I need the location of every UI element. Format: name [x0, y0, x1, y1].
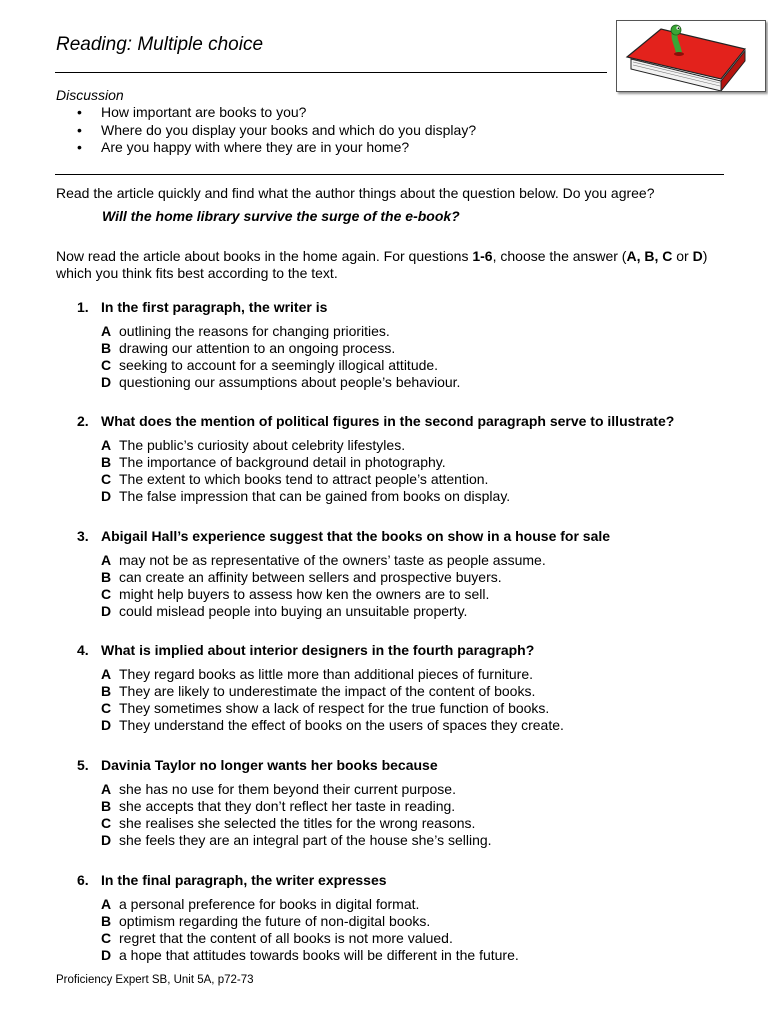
question-number: 2.: [77, 413, 89, 429]
option-a[interactable]: [101, 552, 737, 569]
option-letter: D: [101, 374, 112, 390]
option-letter: B: [101, 913, 112, 929]
question-number: 3.: [77, 528, 89, 544]
question-2: [77, 413, 737, 505]
option-b[interactable]: [101, 913, 737, 930]
option-letter: D: [101, 717, 112, 733]
option-text: The public’s curiosity about celebrity lifestyles.: [119, 437, 406, 453]
question-stem: [77, 872, 737, 889]
option-c[interactable]: [101, 930, 737, 947]
option-letter: B: [101, 340, 112, 356]
option-a[interactable]: [101, 437, 737, 454]
option-b[interactable]: [101, 683, 737, 700]
discussion-label: Discussion: [56, 87, 124, 103]
option-text: They understand the effect of books on the users of spaces they create.: [119, 717, 564, 733]
option-text: questioning our assumptions about people’s behaviour.: [119, 374, 461, 390]
instructions-letter-d: D: [692, 248, 703, 264]
question-text: In the final paragraph, the writer expresses: [101, 872, 387, 888]
option-letter: B: [101, 798, 112, 814]
question-1: [77, 299, 737, 391]
option-d[interactable]: [101, 717, 737, 734]
question-stem: [77, 413, 737, 430]
option-text: a personal preference for books in digital format.: [119, 896, 420, 912]
discussion-rule: [55, 174, 724, 175]
title-rule: [55, 72, 607, 73]
option-text: she has no use for them beyond their current purpose.: [119, 781, 456, 797]
option-d[interactable]: [101, 488, 737, 505]
option-letter: A: [101, 323, 112, 339]
option-c[interactable]: [101, 815, 737, 832]
option-letter: D: [101, 488, 112, 504]
option-letter: A: [101, 666, 112, 682]
instructions-text: Now read the article about books in the home again. For questions: [56, 248, 473, 264]
option-letter: A: [101, 781, 112, 797]
option-a[interactable]: [101, 781, 737, 798]
option-text: may not be as representative of the owners’ taste as people assume.: [119, 552, 546, 568]
option-letter: A: [101, 437, 112, 453]
bullet-text: Where do you display your books and which do you display?: [101, 121, 477, 138]
instructions-text: ) which you think fits best according to the text.: [56, 248, 708, 281]
option-text: The false impression that can be gained from books on display.: [119, 488, 511, 504]
option-letter: C: [101, 357, 112, 373]
option-text: can create an affinity between sellers and prospective buyers.: [119, 569, 502, 585]
option-text: could mislead people into buying an unsuitable property.: [119, 603, 468, 619]
question-text: What does the mention of political figures in the second paragraph serve to illustrate?: [101, 413, 675, 429]
intro-text: Read the article quickly and find what the author things about the question below. Do you agree?: [56, 185, 655, 201]
intro-question: Will the home library survive the surge of the e-book?: [102, 208, 460, 224]
question-5: [77, 757, 737, 849]
option-text: she feels they are an integral part of the house she’s selling.: [119, 832, 492, 848]
question-6: [77, 872, 737, 964]
question-text: Davinia Taylor no longer wants her books because: [101, 757, 438, 773]
instructions-text: or: [672, 248, 693, 264]
option-list: [77, 896, 737, 964]
option-text: drawing our attention to an ongoing process.: [119, 340, 396, 356]
option-b[interactable]: [101, 569, 737, 586]
list-item: [75, 104, 476, 122]
option-letter: C: [101, 471, 112, 487]
option-d[interactable]: [101, 603, 737, 620]
question-3: [77, 528, 737, 620]
option-text: seeking to account for a seemingly illogical attitude.: [119, 357, 439, 373]
question-stem: [77, 642, 737, 659]
bullet-icon: •: [77, 121, 82, 138]
footer-source: Proficiency Expert SB, Unit 5A, p72-73: [56, 974, 254, 986]
option-list: [77, 323, 737, 391]
option-letter: B: [101, 454, 112, 470]
option-b[interactable]: [101, 798, 737, 815]
question-stem: [77, 528, 737, 545]
option-d[interactable]: [101, 947, 737, 964]
option-letter: D: [101, 832, 112, 848]
option-list: [77, 437, 737, 505]
option-letter: A: [101, 552, 112, 568]
option-text: she accepts that they don’t reflect her taste in reading.: [119, 798, 456, 814]
question-number: 4.: [77, 642, 89, 658]
question-text: What is implied about interior designers in the fourth paragraph?: [101, 642, 535, 658]
option-text: might help buyers to assess how ken the owners are to sell.: [119, 586, 490, 602]
option-text: The extent to which books tend to attract people’s attention.: [119, 471, 489, 487]
bullet-text: How important are books to you?: [101, 104, 307, 120]
discussion-list: [75, 104, 476, 157]
option-c[interactable]: [101, 586, 737, 603]
option-text: optimism regarding the future of non-digital books.: [119, 913, 431, 929]
instructions: [56, 248, 726, 282]
option-list: [77, 781, 737, 849]
page-title: Reading: Multiple choice: [56, 34, 264, 55]
question-stem: [77, 757, 737, 774]
instructions-letters: A, B, C: [626, 248, 673, 264]
option-d[interactable]: [101, 832, 737, 849]
option-a[interactable]: [101, 323, 737, 340]
option-letter: D: [101, 603, 112, 619]
question-text: Abigail Hall’s experience suggest that the books on show in a house for sale: [101, 528, 611, 544]
option-c[interactable]: [101, 700, 737, 717]
question-stem: [77, 299, 737, 316]
option-text: she realises she selected the titles for the wrong reasons.: [119, 815, 476, 831]
option-list: [77, 552, 737, 620]
question-number: 6.: [77, 872, 89, 888]
list-item: [75, 122, 476, 140]
option-text: They sometimes show a lack of respect for the true function of books.: [119, 700, 550, 716]
question-number: 5.: [77, 757, 89, 773]
option-letter: C: [101, 930, 112, 946]
option-d[interactable]: [101, 374, 737, 391]
option-c[interactable]: [101, 471, 737, 488]
option-letter: C: [101, 815, 112, 831]
option-b[interactable]: [101, 340, 737, 357]
bullet-icon: •: [77, 139, 82, 155]
option-list: [77, 666, 737, 734]
option-c[interactable]: [101, 357, 737, 374]
question-number: 1.: [77, 299, 89, 315]
option-letter: C: [101, 700, 112, 716]
question-4: [77, 642, 737, 734]
instructions-text: , choose the answer (: [492, 248, 627, 264]
option-letter: A: [101, 896, 112, 912]
option-b[interactable]: [101, 454, 737, 471]
book-with-worm-icon: [617, 21, 765, 91]
option-letter: D: [101, 947, 112, 963]
instructions-range: 1-6: [472, 248, 493, 264]
option-text: a hope that attitudes towards books will be different in the future.: [119, 947, 519, 963]
option-text: They are likely to underestimate the impact of the content of books.: [119, 683, 536, 699]
question-text: In the first paragraph, the writer is: [101, 299, 328, 315]
option-text: They regard books as little more than additional pieces of furniture.: [119, 666, 534, 682]
option-letter: B: [101, 569, 112, 585]
bullet-text: Are you happy with where they are in your home?: [101, 139, 410, 155]
bullet-icon: •: [77, 104, 82, 120]
option-a[interactable]: [101, 666, 737, 683]
list-item: [75, 139, 476, 157]
option-text: The importance of background detail in photography.: [119, 454, 446, 470]
option-text: regret that the content of all books is not more valued.: [119, 930, 453, 946]
book-logo: [616, 20, 766, 92]
option-letter: C: [101, 586, 112, 602]
option-text: outlining the reasons for changing priorities.: [119, 323, 390, 339]
option-a[interactable]: [101, 896, 737, 913]
option-letter: B: [101, 683, 112, 699]
